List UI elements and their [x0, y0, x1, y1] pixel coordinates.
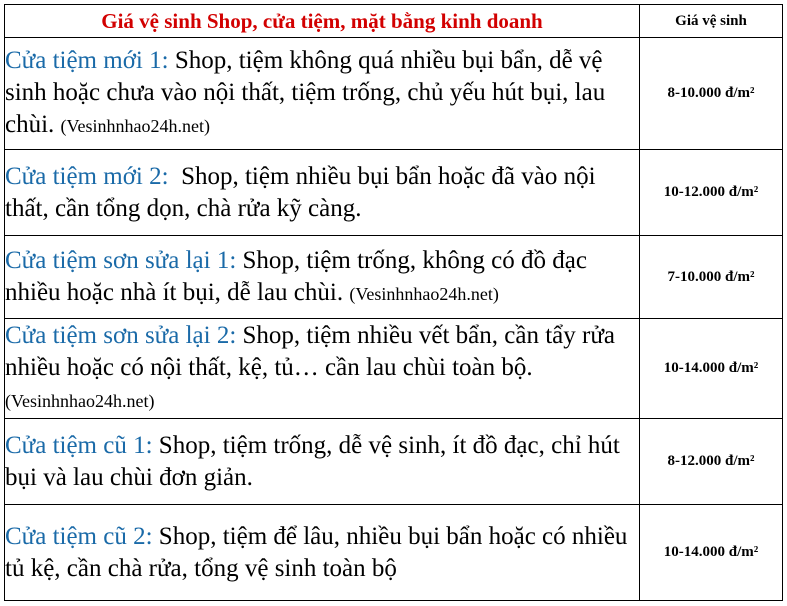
row-description — [5, 38, 640, 150]
table-row — [5, 505, 783, 601]
row-name: Cửa tiệm cũ 2: — [5, 522, 153, 550]
row-price: 10-14.000 đ/m² — [640, 505, 783, 601]
table-row — [5, 319, 783, 419]
price-table — [4, 4, 783, 601]
row-description — [5, 319, 640, 419]
row-name: Cửa tiệm mới 1: — [5, 47, 169, 74]
row-description — [5, 150, 640, 236]
row-text: Shop, tiệm trống, không có đồ đạc nhiều hoặc nhà ít bụi, dễ lau chùi. — [5, 246, 587, 306]
table-row — [5, 419, 783, 505]
row-description — [5, 419, 640, 505]
row-name: Cửa tiệm cũ 1: — [5, 431, 153, 459]
row-site: (Vesinhnhao24h.net) — [60, 116, 211, 136]
row-price: 10-14.000 đ/m² — [640, 319, 783, 419]
row-name: Cửa tiệm sơn sửa lại 1: — [5, 246, 237, 274]
header-price: Giá vệ sinh — [640, 5, 783, 38]
row-price: 10-12.000 đ/m² — [640, 150, 783, 236]
row-text: Shop, tiệm trống, dễ vệ sinh, ít đồ đạc, chỉ hút bụi và lau chùi đơn giản. — [5, 431, 620, 491]
row-name: Cửa tiệm mới 2: — [5, 162, 169, 190]
table-row — [5, 236, 783, 319]
row-text: Shop, tiệm nhiều vết bẩn, cần tẩy rửa nhiều hoặc có nội thất, kệ, tủ… cần lau chùi toàn bộ. — [5, 322, 615, 381]
table-row — [5, 38, 783, 150]
row-text: Shop, tiệm không quá nhiều bụi bẩn, dễ vệ sinh hoặc chưa vào nội thất, tiệm trống, chủ yếu hút bụi, lau chùi. — [5, 47, 606, 138]
row-description — [5, 236, 640, 319]
header-description: Giá vệ sinh Shop, cửa tiệm, mặt bằng kinh doanh — [5, 5, 640, 38]
row-price: 7-10.000 đ/m² — [640, 236, 783, 319]
row-site: (Vesinhnhao24h.net) — [349, 283, 499, 304]
row-site: (Vesinhnhao24h.net) — [5, 391, 155, 411]
row-name: Cửa tiệm sơn sửa lại 2: — [5, 322, 237, 349]
row-price: 8-12.000 đ/m² — [640, 419, 783, 505]
row-description — [5, 505, 640, 601]
row-price: 8-10.000 đ/m² — [640, 38, 783, 150]
table-header-row — [5, 5, 783, 38]
row-text: Shop, tiệm nhiều bụi bẩn hoặc đã vào nội thất, cần tổng dọn, chà rửa kỹ càng. — [5, 162, 602, 222]
table-row — [5, 150, 783, 236]
row-text: Shop, tiệm để lâu, nhiều bụi bẩn hoặc có nhiều tủ kệ, cần chà rửa, tổng vệ sinh toàn bộ — [5, 522, 628, 582]
